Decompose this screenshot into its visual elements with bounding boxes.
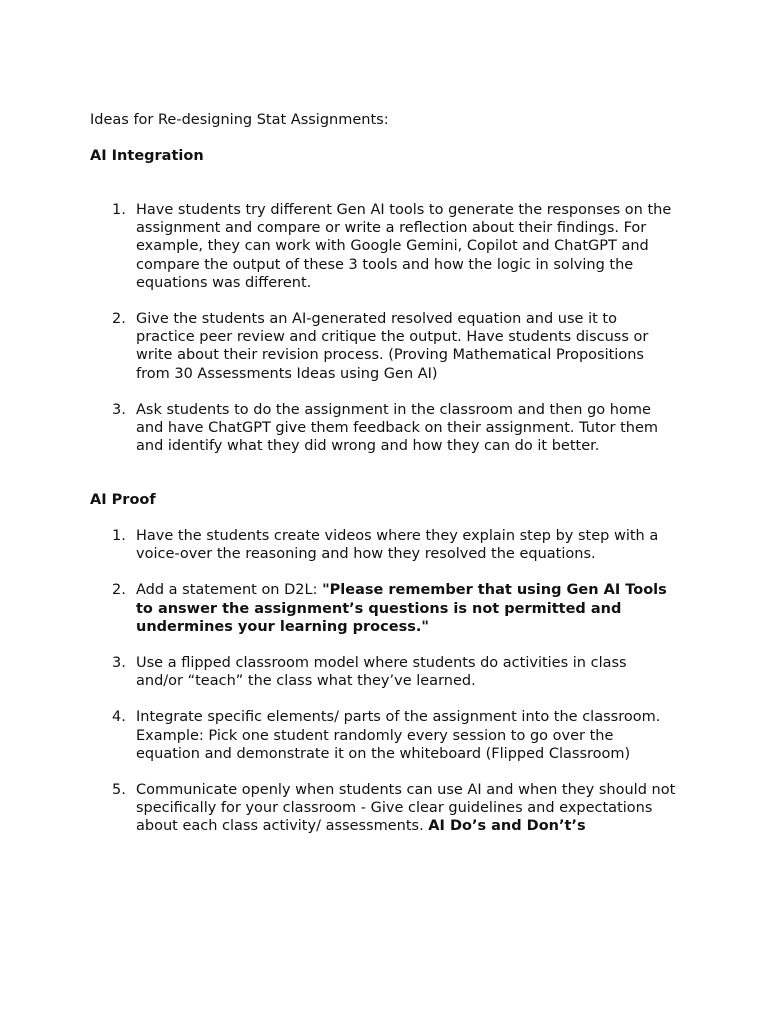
item-bold-text: AI Do’s and Don’t’s [428, 818, 586, 835]
item-text: Add a statement on D2L: [136, 582, 323, 599]
item-text: Ask students to do the assignment in the classroom and then go home and have ChatGPT give them feedback on their assignment. Tutor them and identify what they did wrong and how they can do it better. [136, 401, 659, 455]
list-item [0, 310, 676, 383]
list-item [0, 401, 676, 456]
list-item [0, 527, 676, 563]
item-bold-statement: "Please remember that using Gen AI Tools to answer the assignment’s questions is not permitted and undermines your learning process." [136, 582, 667, 635]
item-text: Integrate specific elements/ parts of the assignment into the classroom. Example: Pick one student randomly every session to go over the equation and demonstrate it on the whiteboard (Flipped Classroom) [136, 709, 661, 762]
ai-integration-list [0, 201, 768, 473]
item-number: 4. [112, 709, 126, 726]
item-number: 3. [112, 401, 126, 418]
ai-proof-list [0, 527, 768, 854]
list-item [0, 654, 676, 690]
section-heading-ai-integration: AI Integration [90, 148, 204, 164]
item-text: Give the students an AI-generated resolved equation and use it to practice peer review and critique the output. Have students discuss or write about their revision process. (Proving Mathematical Propositions from 30 Assessments Ideas using Gen AI) [136, 311, 649, 382]
item-number: 1. [112, 202, 126, 218]
item-text: Have the students create videos where they explain step by step with a voice-over the reasoning and how they resolved the equations. [136, 528, 659, 563]
item-number: 2. [112, 311, 126, 328]
list-item [0, 201, 676, 292]
list-item [0, 781, 676, 836]
item-text: Have students try different Gen AI tools to generate the responses on the assignment and compare or write a reflection about their findings. For example, they can work with Google Gemini, Copilot and ChatGPT and compare the output of these 3 tools and how the logic in solving the equations was different. [136, 202, 672, 291]
item-number: 5. [112, 782, 126, 799]
item-text: Communicate openly when students can use AI and when they should not specifically for your classroom - Give clear guidelines and expectations about each class activity/ assessments. [136, 782, 676, 835]
item-number: 2. [112, 582, 126, 599]
document-title: Ideas for Re-designing Stat Assignments: [90, 112, 389, 128]
item-number: 1. [112, 528, 126, 544]
list-item [0, 708, 676, 763]
item-text: Use a flipped classroom model where students do activities in class and/or “teach” the class what they’ve learned. [136, 655, 627, 690]
item-number: 3. [112, 655, 126, 672]
list-item [0, 581, 676, 636]
section-heading-ai-proof: AI Proof [90, 492, 156, 508]
